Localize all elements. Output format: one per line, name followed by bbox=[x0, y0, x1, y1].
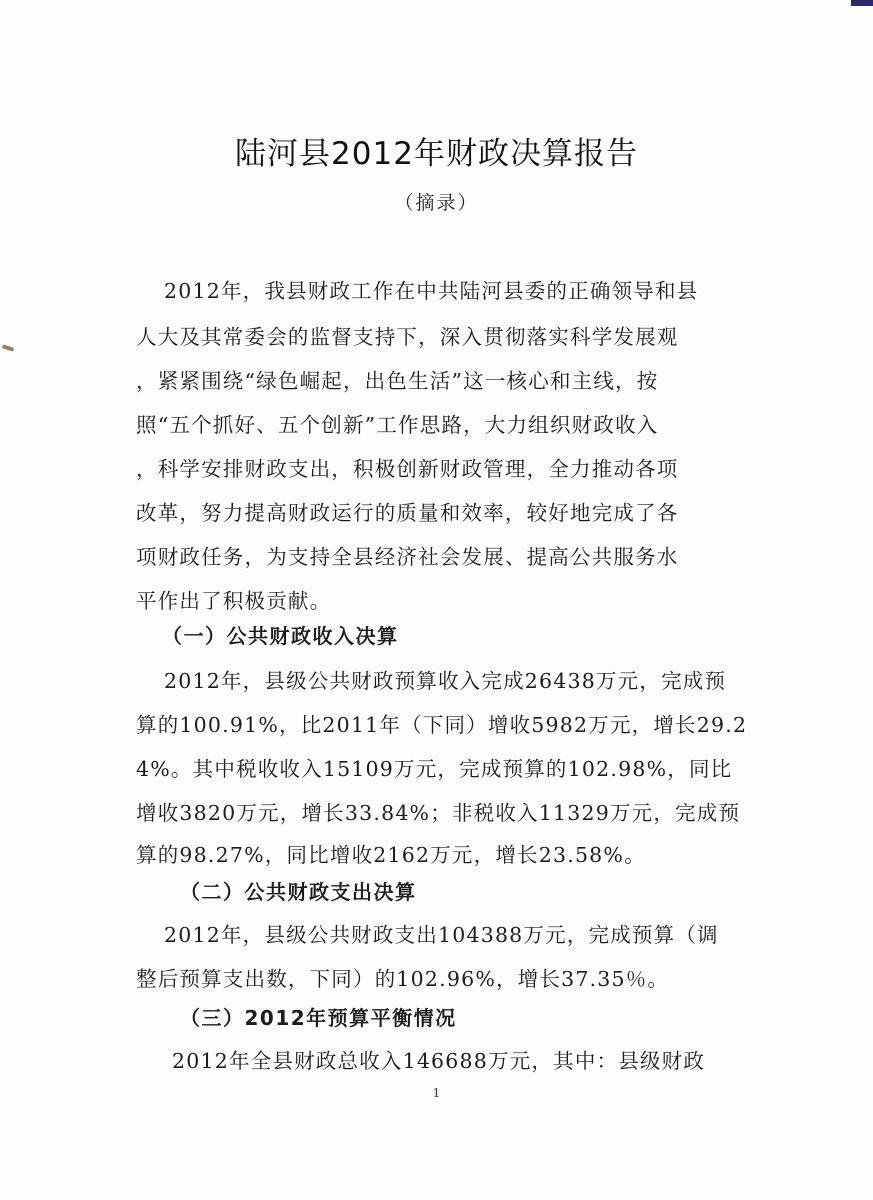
paragraph-line: 人大及其常委会的监督支持下，深入贯彻落实科学发展观 bbox=[136, 325, 679, 349]
paragraph-line: 整后预算支出数，下同）的102.96%，增长37.35％。 bbox=[136, 967, 670, 991]
document-title: 陆河县2012年财政决算报告 bbox=[235, 136, 638, 172]
paragraph-line: ，紧紧围绕“绿色崛起，出色生活”这一核心和主线，按 bbox=[136, 369, 659, 393]
section-heading-revenue: （一）公共财政收入决算 bbox=[162, 624, 399, 648]
paragraph-line: 项财政任务，为支持全县经济社会发展、提高公共服务水 bbox=[136, 545, 679, 569]
scan-corner-mark bbox=[851, 0, 873, 6]
paragraph-line: 2012年，我县财政工作在中共陆河县委的正确领导和县 bbox=[164, 279, 699, 303]
paragraph-line: 照“五个抓好、五个创新”工作思路，大力组织财政收入 bbox=[136, 413, 659, 437]
scan-speck bbox=[2, 344, 15, 352]
paragraph-line: 算的98.27%，同比增收2162万元，增长23.58%。 bbox=[136, 843, 646, 867]
paragraph-line: 2012年全县财政总收入146688万元，其中：县级财政 bbox=[172, 1049, 706, 1073]
paragraph-line: 平作出了积极贡献。 bbox=[136, 589, 332, 613]
paragraph-line: 改革，努力提高财政运行的质量和效率，较好地完成了各 bbox=[136, 501, 679, 525]
paragraph-line: 2012年，县级公共财政预算收入完成26438万元，完成预 bbox=[164, 669, 727, 693]
section-heading-balance: （三）2012年预算平衡情况 bbox=[180, 1006, 457, 1030]
paragraph-line: 4%。其中税收收入15109万元，完成预算的102.98%，同比 bbox=[136, 757, 733, 781]
document-subtitle: （摘录） bbox=[394, 192, 479, 214]
section-heading-expenditure: （二）公共财政支出决算 bbox=[180, 880, 417, 904]
paragraph-line: 2012年，县级公共财政支出104388万元，完成预算（调 bbox=[164, 923, 719, 947]
page-number: 1 bbox=[432, 1086, 441, 1100]
paragraph-line: 增收3820万元，增长33.84%；非税收入11329万元，完成预 bbox=[136, 801, 741, 825]
paragraph-line: ，科学安排财政支出，积极创新财政管理，全力推动各项 bbox=[136, 457, 679, 481]
paragraph-line: 算的100.91%，比2011年（下同）增收5982万元，增长29.2 bbox=[136, 713, 748, 737]
